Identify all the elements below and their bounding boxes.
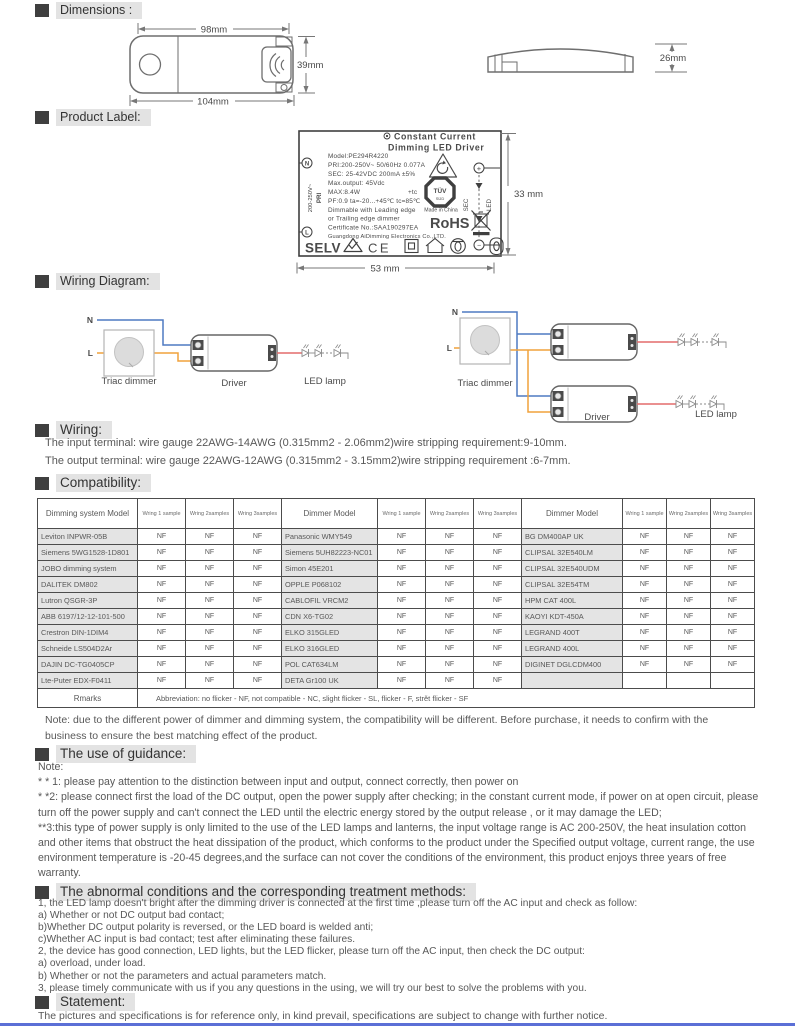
label-pf: PF:0.9 ta=-20...+45℃ tc=85℃: [328, 198, 421, 205]
section-title-guidance: The use of guidance:: [56, 745, 196, 763]
dimmer-model-cell: Simon 45E201: [282, 561, 378, 577]
result-cell: NF: [234, 609, 282, 625]
result-cell: NF: [138, 641, 186, 657]
result-cell: NF: [667, 529, 711, 545]
table-row: [38, 641, 755, 657]
result-cell: NF: [426, 545, 474, 561]
result-cell: NF: [426, 593, 474, 609]
dimmer-model-cell: BG DM400AP UK: [522, 529, 623, 545]
dimmer-model-cell: CLIPSAL 32E54TM: [522, 577, 623, 593]
class-ii-icon: [405, 240, 418, 253]
dimmer-model-cell: Schneide LS504D2Ar: [38, 641, 138, 657]
col-header-model: Dimming system Model: [38, 499, 138, 529]
result-cell: NF: [711, 625, 755, 641]
dim-top-width-label: 98mm: [200, 24, 228, 36]
dimmer-model-cell: [522, 673, 623, 689]
result-cell: NF: [234, 625, 282, 641]
led-vertical-label: LED: [486, 198, 493, 212]
dimmer-model-cell: Lte-Puter EDX-F0411: [38, 673, 138, 689]
front-view-drawing: [130, 36, 293, 93]
led-icon: [302, 345, 309, 358]
section-title-wiring: Wiring:: [56, 421, 112, 439]
result-cell: NF: [138, 609, 186, 625]
result-cell: NF: [234, 593, 282, 609]
result-cell: NF: [378, 577, 426, 593]
result-cell: NF: [426, 529, 474, 545]
label-heading-1: Constant Current: [394, 131, 476, 142]
wiring-input-terminal-text: The input terminal: wire gauge 22AWG-14AWG (0.315mm2 - 2.06mm2)wire stripping requirement:9-10mm.: [45, 437, 567, 449]
dimmer-model-cell: HPM CAT 400L: [522, 593, 623, 609]
dimmer-model-cell: CLIPSAL 32E540UDM: [522, 561, 623, 577]
dimmer-model-cell: Siemens 5UH82223-NC01: [282, 545, 378, 561]
col-header-wiring-sample: Wring 3samples: [474, 499, 522, 529]
polarity-arrow-icon: [476, 183, 483, 189]
driver-symbol: [191, 335, 277, 371]
result-cell: NF: [711, 641, 755, 657]
dimmer-model-cell: DETA Gr100 UK: [282, 673, 378, 689]
dimmer-model-cell: CDN X6-TG02: [282, 609, 378, 625]
abnormal-line: c)Whether AC input is bad contact; test after eliminating these failures.: [38, 934, 356, 946]
label-model: Model:PE294R4220: [328, 153, 389, 160]
result-cell: NF: [378, 529, 426, 545]
col-header-wiring-sample: Wring 3samples: [234, 499, 282, 529]
dimmer-model-cell: JOBO dimming system: [38, 561, 138, 577]
result-cell: NF: [667, 641, 711, 657]
dim-height-label: 39mm: [297, 60, 324, 71]
result-cell: NF: [186, 609, 234, 625]
dimmer-model-cell: KAOYI KDT-450A: [522, 609, 623, 625]
result-cell: [711, 673, 755, 689]
col-header-wiring-sample: Wring 1 sample: [378, 499, 426, 529]
table-row: [38, 545, 755, 561]
dimmer-model-cell: DIGINET DGLCDM400: [522, 657, 623, 673]
house-icon: [426, 239, 444, 253]
result-cell: NF: [378, 673, 426, 689]
result-cell: NF: [623, 577, 667, 593]
result-cell: NF: [186, 641, 234, 657]
result-cell: NF: [623, 593, 667, 609]
triac-dimmer-label: Triac dimmer: [101, 376, 157, 387]
result-cell: NF: [623, 561, 667, 577]
abnormal-lines: [38, 898, 764, 995]
tuv-sub-text: SÜD: [435, 196, 445, 201]
result-cell: NF: [474, 577, 522, 593]
col-header-wiring-sample: Wring 1 sample: [623, 499, 667, 529]
round-icon: [451, 239, 466, 254]
dimmer-model-cell: LEGRAND 400T: [522, 625, 623, 641]
table-row: [38, 657, 755, 673]
guidance-paragraph: * *2: please connect first the load of the DC output, open the power supply after checking; in the constant current mode, if power on at open circuit, please turn off the power supply and can't connect the LED until the electric energy stored by the output release , or it may damage the LED;: [38, 791, 759, 819]
dimmer-model-cell: CLIPSAL 32E540LM: [522, 545, 623, 561]
dimmer-model-cell: LEGRAND 400L: [522, 641, 623, 657]
result-cell: NF: [711, 577, 755, 593]
result-cell: NF: [138, 673, 186, 689]
result-cell: NF: [623, 657, 667, 673]
table-row: [38, 609, 755, 625]
dim-side-height-label: 26mm: [659, 53, 687, 64]
weee-bin-icon: [472, 211, 491, 236]
abnormal-line: 3, please timely communicate with us if you any questions in the using, we will try our best to solve the problems with you.: [38, 982, 587, 994]
result-cell: NF: [623, 529, 667, 545]
l-wire-label: L: [446, 343, 452, 353]
result-cell: NF: [138, 561, 186, 577]
driver-label: Driver: [221, 378, 247, 389]
result-cell: NF: [426, 625, 474, 641]
result-cell: NF: [234, 545, 282, 561]
label-sec: SEC: 25-42VDC 200mA ±5%: [328, 171, 416, 178]
n-terminal-label: N: [304, 161, 310, 168]
dimmer-model-cell: ABB 6197/12-12-101-500: [38, 609, 138, 625]
result-cell: NF: [711, 561, 755, 577]
minus-terminal-label: −: [476, 242, 482, 250]
section-bullet: [35, 886, 49, 899]
result-cell: NF: [474, 545, 522, 561]
label-input-voltage-vertical: 200-250V~: [308, 183, 314, 213]
guidance-paragraph: Note:: [38, 761, 64, 773]
result-cell: NF: [186, 529, 234, 545]
section-header-compatibility: [35, 474, 151, 492]
dimmer-model-cell: Crestron DIN-1DIM4: [38, 625, 138, 641]
wiring-diagram-dual: [447, 307, 737, 423]
dimensions-drawing: [0, 0, 795, 115]
table-remarks-row: [38, 689, 755, 708]
dimmer-model-cell: OPPLE P068102: [282, 577, 378, 593]
guidance-paragraph: * * 1: please pay attention to the distinction between input and output, connect correctly, then power on: [38, 776, 519, 789]
result-cell: NF: [474, 657, 522, 673]
result-cell: NF: [623, 545, 667, 561]
table-row: [38, 625, 755, 641]
made-in-china-label: Made in China: [424, 207, 458, 214]
abnormal-line: 1, the LED lamp doesn't bright after the dimming driver is connected at the first time ,please turn off the AC input and check as follow:: [38, 898, 638, 909]
result-cell: NF: [186, 593, 234, 609]
led-icon: [676, 396, 683, 409]
result-cell: [623, 673, 667, 689]
wiring-diagram-drawing: [0, 288, 795, 428]
result-cell: NF: [186, 577, 234, 593]
dimmer-model-cell: Siemens 5WG1528-1D801: [38, 545, 138, 561]
dimmer-model-cell: POL CAT634LM: [282, 657, 378, 673]
result-cell: NF: [474, 529, 522, 545]
dimmer-model-cell: Lutron QSGR-3P: [38, 593, 138, 609]
result-cell: NF: [426, 609, 474, 625]
result-cell: NF: [426, 673, 474, 689]
result-cell: NF: [667, 625, 711, 641]
rcm-icon: [344, 239, 362, 252]
result-cell: NF: [186, 545, 234, 561]
result-cell: NF: [667, 609, 711, 625]
result-cell: NF: [474, 625, 522, 641]
dimmer-model-cell: ELKO 316GLED: [282, 641, 378, 657]
n-wire-label: N: [451, 307, 458, 317]
result-cell: NF: [474, 561, 522, 577]
result-cell: NF: [426, 577, 474, 593]
product-label-drawing: [0, 125, 795, 285]
result-cell: NF: [474, 593, 522, 609]
result-cell: NF: [138, 529, 186, 545]
result-cell: NF: [378, 545, 426, 561]
section-title-abnormal: The abnormal conditions and the corresponding treatment methods:: [56, 883, 476, 901]
statement-text: The pictures and specifications is for reference only, in kind prevail, specifications are subject to change with further notice.: [38, 1010, 608, 1022]
table-row: [38, 577, 755, 593]
section-title-wiring-diagram: Wiring Diagram:: [56, 273, 160, 290]
led-icon: [678, 334, 685, 347]
remarks-label-cell: Rmarks: [38, 689, 138, 708]
abnormal-line: a) Whether or not DC output bad contact;: [38, 910, 225, 922]
result-cell: NF: [711, 609, 755, 625]
result-cell: NF: [138, 577, 186, 593]
wiring-diagram-single: [87, 315, 348, 389]
dimmer-model-cell: ELKO 315GLED: [282, 625, 378, 641]
tuv-text: TÜV: [433, 188, 447, 195]
result-cell: NF: [186, 657, 234, 673]
label-max-output: Max.output: 45Vdc: [328, 180, 385, 187]
driver-symbol: [551, 324, 637, 360]
result-cell: NF: [474, 673, 522, 689]
result-cell: NF: [667, 593, 711, 609]
label-tc-mark: +tc: [408, 189, 418, 196]
result-cell: [667, 673, 711, 689]
abnormal-line: b)Whether DC output polarity is reversed, or the LED board is welded anti;: [38, 922, 374, 934]
result-cell: NF: [234, 577, 282, 593]
sec-vertical-label: SEC: [463, 198, 470, 212]
dimmer-model-cell: CABLOFIL VRCM2: [282, 593, 378, 609]
section-bullet: [35, 996, 49, 1009]
connector-wave-icon: [281, 60, 284, 70]
label-pri: PRI:200-250V~ 50/60Hz 0.077A: [328, 162, 426, 169]
result-cell: NF: [378, 625, 426, 641]
led-icon: [710, 396, 717, 409]
abnormal-line: a) overload, under load.: [38, 958, 146, 970]
dimmer-model-cell: Leviton INPWR-05B: [38, 529, 138, 545]
result-cell: NF: [623, 625, 667, 641]
result-cell: NF: [234, 641, 282, 657]
section-bullet: [35, 477, 49, 490]
table-row: [38, 529, 755, 545]
result-cell: NF: [474, 609, 522, 625]
section-title-dimensions: Dimensions :: [56, 2, 142, 19]
result-cell: NF: [426, 657, 474, 673]
result-cell: NF: [186, 561, 234, 577]
wiring-output-terminal-text: The output terminal: wire gauge 22AWG-12AWG (0.315mm2 - 3.15mm2)wire stripping requirement :6-7mm.: [45, 455, 571, 467]
result-cell: NF: [667, 561, 711, 577]
result-cell: NF: [186, 625, 234, 641]
result-cell: NF: [711, 593, 755, 609]
result-cell: NF: [138, 593, 186, 609]
label-dim-width-text: 53 mm: [370, 263, 400, 275]
ce-mark: CE: [368, 240, 392, 256]
col-header-wiring-sample: Wring 3samples: [711, 499, 755, 529]
label-max-power: MAX:8.4W: [328, 189, 361, 196]
section-title-compatibility: Compatibility:: [56, 474, 151, 492]
remarks-text-cell: Abbreviation: no flicker - NF, not compatible - NC, slight flicker - SL, flicker - F, strět flicker - SF: [138, 689, 755, 708]
compatibility-table: [37, 498, 755, 708]
result-cell: NF: [378, 593, 426, 609]
label-dim-height-text: 33 mm: [514, 189, 544, 200]
result-cell: NF: [186, 673, 234, 689]
led-icon: [712, 334, 719, 347]
result-cell: NF: [426, 561, 474, 577]
col-header-wiring-sample: Wring 2samples: [667, 499, 711, 529]
guidance-paragraphs: [38, 760, 764, 882]
result-cell: NF: [138, 625, 186, 641]
driver-label: Driver: [584, 412, 610, 423]
col-header-wiring-sample: Wring 2samples: [426, 499, 474, 529]
result-cell: NF: [426, 641, 474, 657]
dim-bottom-width-label: 104mm: [197, 96, 229, 108]
tuv-icon: [426, 178, 454, 206]
result-cell: NF: [623, 641, 667, 657]
warning-triangle-icon: [430, 154, 457, 177]
triac-dimmer-label: Triac dimmer: [457, 378, 513, 389]
table-header-row: [38, 499, 755, 529]
result-cell: NF: [623, 609, 667, 625]
result-cell: NF: [667, 545, 711, 561]
triac-dimmer-symbol: [104, 330, 154, 376]
label-dimmable-1: Dimmable with Leading edge: [328, 207, 416, 214]
result-cell: NF: [138, 657, 186, 673]
table-row: [38, 673, 755, 689]
result-cell: NF: [667, 657, 711, 673]
rohs-mark: RoHS: [430, 216, 470, 232]
result-cell: NF: [234, 657, 282, 673]
led-icon: [315, 345, 322, 358]
result-cell: NF: [378, 609, 426, 625]
section-header-statement: [35, 993, 135, 1011]
triac-dimmer-symbol: [460, 318, 510, 364]
result-cell: NF: [378, 657, 426, 673]
dimmer-model-cell: DALITEK DM802: [38, 577, 138, 593]
guidance-paragraph: **3:this type of power supply is only limited to the use of the LED lamps and lanterns, the input voltage range is AC 200-250V, the heat insulation cotton and other items that obstruct the heat dissipation of the product, which conforms to the product under the Specified output voltage, current range, the use environment temperature is -20-45 degrees,and the surface can not cover the conditions of the environment, this product enjoys three years of free warranty.: [38, 821, 755, 880]
result-cell: NF: [234, 529, 282, 545]
led-icon: [334, 345, 341, 358]
result-cell: NF: [234, 561, 282, 577]
led-icon: [689, 396, 696, 409]
table-row: [38, 561, 755, 577]
label-company: Guangdong AiDimming Electronics Co.,LTD.: [328, 234, 446, 240]
label-heading-2: Dimming LED Driver: [388, 142, 485, 153]
led-lamp-label: LED lamp: [695, 409, 737, 420]
result-cell: NF: [378, 641, 426, 657]
label-pri-vertical: PRI: [316, 192, 323, 204]
label-dimmable-2: or Trailing edge dimmer: [328, 215, 400, 223]
result-cell: NF: [234, 673, 282, 689]
result-cell: NF: [711, 545, 755, 561]
result-cell: NF: [711, 529, 755, 545]
plus-terminal-label: +: [476, 163, 482, 173]
result-cell: NF: [138, 545, 186, 561]
col-header-model: Dimmer Model: [522, 499, 623, 529]
dimmer-model-cell: DAJIN DC-TG0405CP: [38, 657, 138, 673]
section-bullet: [35, 748, 49, 761]
l-wire-label: L: [87, 348, 93, 358]
col-header-model: Dimmer Model: [282, 499, 378, 529]
result-cell: NF: [667, 577, 711, 593]
label-certificate: Certificate No.:SAA190297EA: [328, 224, 419, 232]
selv-mark: SELV: [305, 240, 341, 256]
page-bottom-rule: [0, 1023, 795, 1026]
section-title-product-label: Product Label:: [56, 109, 151, 126]
led-icon: [691, 334, 698, 347]
result-cell: NF: [711, 657, 755, 673]
side-view-drawing: [488, 49, 633, 72]
led-lamp-label: LED lamp: [304, 376, 346, 387]
result-cell: NF: [474, 641, 522, 657]
dimmer-model-cell: Panasonic WMY549: [282, 529, 378, 545]
col-header-wiring-sample: Wring 1 sample: [138, 499, 186, 529]
n-wire-label: N: [86, 315, 93, 325]
section-title-statement: Statement:: [56, 993, 135, 1011]
col-header-wiring-sample: Wring 2samples: [186, 499, 234, 529]
result-cell: NF: [378, 561, 426, 577]
l-terminal-label: L: [305, 230, 309, 237]
abnormal-line: b) Whether or not the parameters and actual parameters match.: [38, 970, 327, 982]
table-row: [38, 593, 755, 609]
compatibility-note: Note: due to the different power of dimmer and dimming system, the compatibility will be different. Before purchase, it needs to confirm with the business to ensure the best matching effect of the product.: [45, 714, 709, 742]
abnormal-line: 2, the device has good connection, LED lights, but the LED flicker, please turn off the AC input, then check the DC output:: [38, 946, 585, 958]
